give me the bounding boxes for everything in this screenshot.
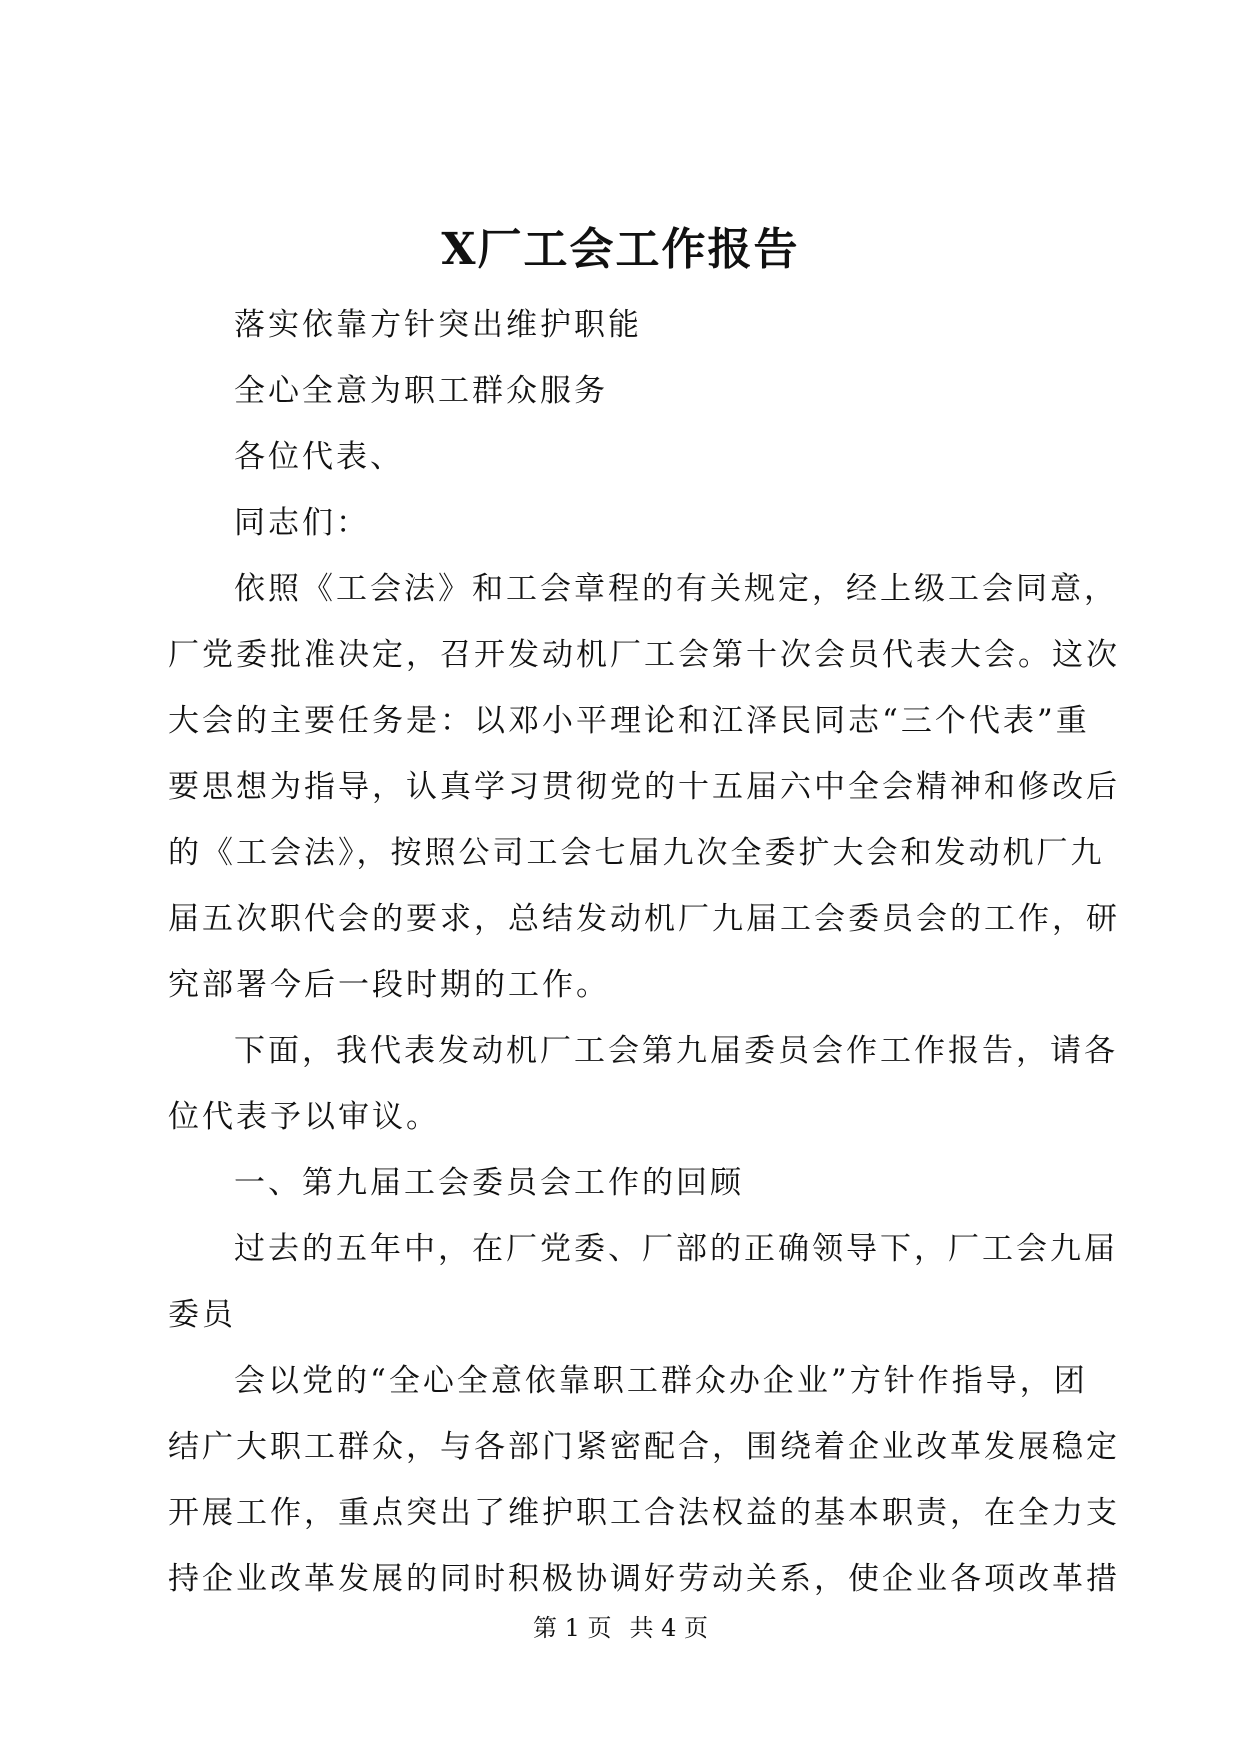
paragraph-line: 各位代表、: [234, 439, 404, 475]
paragraph-line: 同志们：: [234, 505, 370, 541]
paragraph-line: 结广大职工群众，与各部门紧密配合，围绕着企业改革发展稳定: [168, 1429, 1120, 1465]
paragraph-line: 委员: [168, 1297, 236, 1333]
paragraph-line: 全心全意为职工群众服务: [234, 373, 608, 409]
document-title: X厂工会工作报告: [441, 224, 800, 275]
paragraph-line: 依照《工会法》和工会章程的有关规定，经上级工会同意，: [234, 571, 1118, 607]
page-total: 共 4 页: [629, 1614, 709, 1642]
page-number: 第 1 页: [532, 1614, 612, 1642]
document-body: [168, 292, 1120, 1612]
paragraph-line: 究部署今后一段时期的工作。: [168, 967, 610, 1003]
paragraph-line: 开展工作，重点突出了维护职工合法权益的基本职责，在全力支: [168, 1495, 1120, 1531]
paragraph-line: 大会的主要任务是：以邓小平理论和江泽民同志“三个代表”重: [168, 703, 1090, 739]
paragraph-line: 下面，我代表发动机厂工会第九届委员会作工作报告，请各: [234, 1033, 1118, 1069]
paragraph-line: 会以党的“全心全意依靠职工群众办企业”方针作指导，团: [234, 1363, 1088, 1399]
paragraph-line: 过去的五年中，在厂党委、厂部的正确领导下，厂工会九届: [234, 1231, 1118, 1267]
paragraph-line: 位代表予以审议。: [168, 1099, 440, 1135]
paragraph-line: 届五次职代会的要求，总结发动机厂九届工会委员会的工作，研: [168, 901, 1120, 937]
paragraph-line: 持企业改革发展的同时积极协调好劳动关系，使企业各项改革措: [168, 1561, 1120, 1597]
paragraph-line: 要思想为指导，认真学习贯彻党的十五届六中全会精神和修改后: [168, 769, 1120, 805]
page-footer: [0, 1612, 1241, 1644]
section-heading: 一、第九届工会委员会工作的回顾: [234, 1165, 744, 1201]
paragraph-line: 的《工会法》，按照公司工会七届九次全委扩大会和发动机厂九: [168, 835, 1105, 871]
paragraph-line: 厂党委批准决定，召开发动机厂工会第十次会员代表大会。这次: [168, 637, 1120, 673]
paragraph-line: 落实依靠方针突出维护职能: [234, 307, 642, 343]
